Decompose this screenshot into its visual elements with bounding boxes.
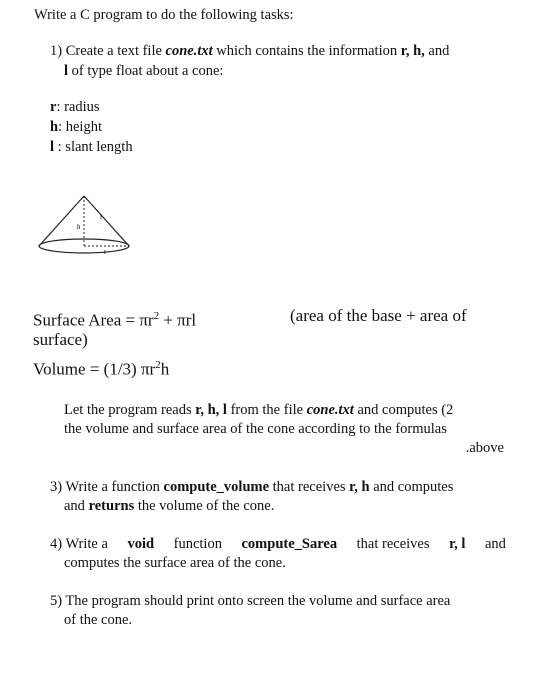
task1-line2 xyxy=(64,62,223,81)
task5-line2: of the cone. xyxy=(64,612,133,628)
vol-sup: 2 xyxy=(155,359,161,371)
task1-file: cone.txt xyxy=(165,43,213,59)
var-l-desc: : slant length xyxy=(54,139,133,155)
task1-mid: which contains the information xyxy=(212,43,401,59)
surface-area-formula xyxy=(33,305,196,332)
task3-line2 xyxy=(64,497,274,516)
var-r xyxy=(50,98,100,117)
task4-line1 xyxy=(50,535,506,554)
task5-line1: 5) The program should print onto screen the volume and surface area xyxy=(50,593,451,609)
cone-label-h: h xyxy=(77,223,81,231)
var-r-sym: r xyxy=(50,99,57,115)
task4-vars: r, l xyxy=(449,536,466,552)
vol-suffix: h xyxy=(160,359,170,379)
task4-line2: computes the surface area of the cone. xyxy=(64,555,286,571)
task4-e: that receives xyxy=(356,536,430,552)
task4-void: void xyxy=(127,536,155,552)
task1-and: and xyxy=(424,43,450,59)
var-h-desc: : height xyxy=(58,119,102,135)
task3-h: the volume of the cone. xyxy=(134,498,275,514)
task4-func: compute_Sarea xyxy=(241,536,338,552)
var-h-sym: h xyxy=(50,119,59,135)
task3-a: 3) Write a function xyxy=(50,479,164,495)
task3-f: and xyxy=(64,498,89,514)
task1-end: of type float about a cone: xyxy=(68,63,224,79)
cone-label-l: l xyxy=(100,213,102,221)
volume-formula xyxy=(33,354,169,381)
task4-c: function xyxy=(173,536,222,552)
task1-line1 xyxy=(50,42,449,61)
task2-line3: .above xyxy=(465,440,504,456)
var-l xyxy=(50,138,133,157)
sa-suffix: + πrl xyxy=(159,310,197,330)
sa-prefix: Surface Area = πr xyxy=(33,310,154,330)
task4-a: 4) Write a xyxy=(50,536,108,552)
cone-label-r: r xyxy=(104,248,107,256)
surface-area-note: (area of the base + area of xyxy=(290,306,467,325)
task1-l: l xyxy=(64,63,69,79)
task3-returns: returns xyxy=(88,498,135,514)
task3-vars: r, h xyxy=(349,479,370,495)
sa-sup: 2 xyxy=(153,310,160,322)
task3-e: and computes xyxy=(369,479,454,495)
intro-text: Write a C program to do the following tasks: xyxy=(34,7,294,23)
vol-prefix: Volume = (1/3) πr xyxy=(33,359,156,379)
task3-line1 xyxy=(50,478,453,497)
task1-vars: r, h, xyxy=(400,43,425,59)
task2-file: cone.txt xyxy=(306,402,354,418)
task3-func: compute_volume xyxy=(163,479,270,495)
surface-area-note-cont: surface) xyxy=(33,330,88,349)
task2-line1 xyxy=(64,401,453,420)
var-h xyxy=(50,118,102,137)
var-l-sym: l xyxy=(50,139,55,155)
task4-g: and xyxy=(485,536,506,552)
task2-e: and computes (2 xyxy=(353,402,454,418)
cone-diagram xyxy=(30,188,140,270)
task2-c: from the file xyxy=(226,402,307,418)
task3-c: that receives xyxy=(269,479,350,495)
var-r-desc: : radius xyxy=(56,99,100,115)
task2-a: Let the program reads xyxy=(64,402,196,418)
task2-line2: the volume and surface area of the cone according to the formulas xyxy=(64,421,447,437)
task2-vars: r, h, l xyxy=(195,402,227,418)
task1-num: 1) Create a text file xyxy=(50,43,166,59)
